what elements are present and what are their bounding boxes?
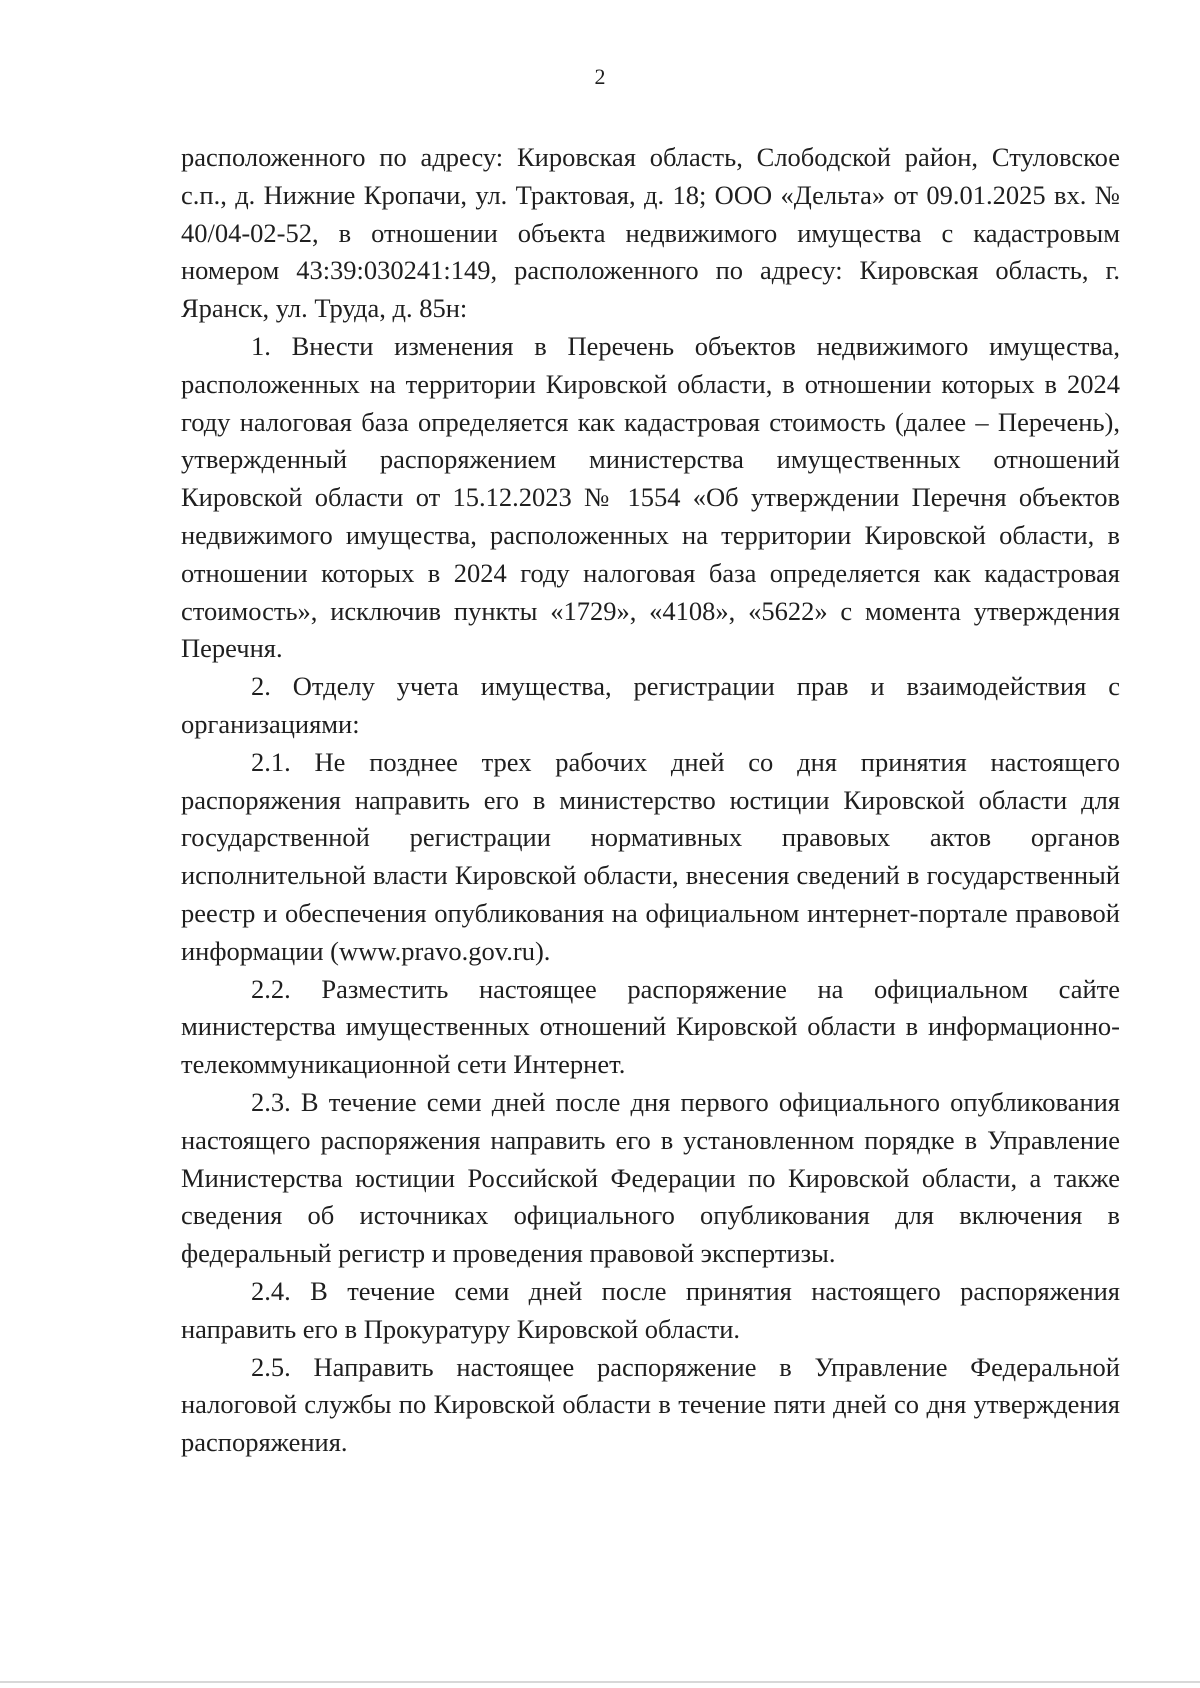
scan-bottom-edge-line [0,1681,1200,1683]
paragraph-address-continuation: расположенного по адресу: Кировская область, Слободской район, Стуловское с.п., д. Нижние Кропачи, ул. Трактовая, д. 18; ООО «Дельта» от 09.01.2025 вх. № 40/04-02-52, в отношении объекта недвижимого имущества с кадастровым номером 43:39:030241:149, расположенного по адресу: Кировская область, г. Яранск, ул. Труда, д. 85н: [181,142,1120,324]
paragraph-item-2-2: 2.2. Разместить настоящее распоряжение на официальном сайте министерства имущественных отношений Кировской области в информационно-телекоммуникационной сети Интернет. [181,973,1120,1080]
paragraph-item-1: 1. Внести изменения в Перечень объектов недвижимого имущества, расположенных на территории Кировской области, в отношении которых в 2024 году налоговая база определяется как кадастровая стоимость (далее – Перечень), утвержденный распоряжением министерства имущественных отношений Кировской области от 15.12.2023 № 1554 «Об утверждении Перечня объектов недвижимого имущества, расположенных на территории Кировской области, в отношении которых в 2024 году налоговая база определяется как кадастровая стоимость», исключив пункты «1729», «4108», «5622» с момента утверждения Перечня. [181,330,1120,664]
paragraph-item-2-1: 2.1. Не позднее трех рабочих дней со дня принятия настоящего распоряжения направить его в министерство юстиции Кировской области для государственной регистрации нормативных правовых актов органов исполнительной власти Кировской области, внесения сведений в государственный реестр и обеспечения опубликования на официальном интернет-портале правовой информации (www.pravo.gov.ru). [181,746,1120,966]
paragraph-item-2: 2. Отделу учета имущества, регистрации прав и взаимодействия с организациями: [181,671,1120,739]
paragraph-item-2-3: 2.3. В течение семи дней после дня первого официального опубликования настоящего распоряжения направить его в установленном порядке в Управление Министерства юстиции Российской Федерации по Кировской области, а также сведения об источниках официального опубликования для включения в федеральный регистр и проведения правовой экспертизы. [181,1086,1120,1269]
paragraph-item-2-5: 2.5. Направить настоящее распоряжение в Управление Федеральной налоговой службы по Кировской области в течение пяти дней со дня утверждения распоряжения. [181,1351,1120,1458]
page-number: 2 [594,64,606,89]
document-body [181,139,1120,1462]
paragraph-item-2-4: 2.4. В течение семи дней после принятия настоящего распоряжения направить его в Прокуратуру Кировской области. [181,1275,1120,1344]
